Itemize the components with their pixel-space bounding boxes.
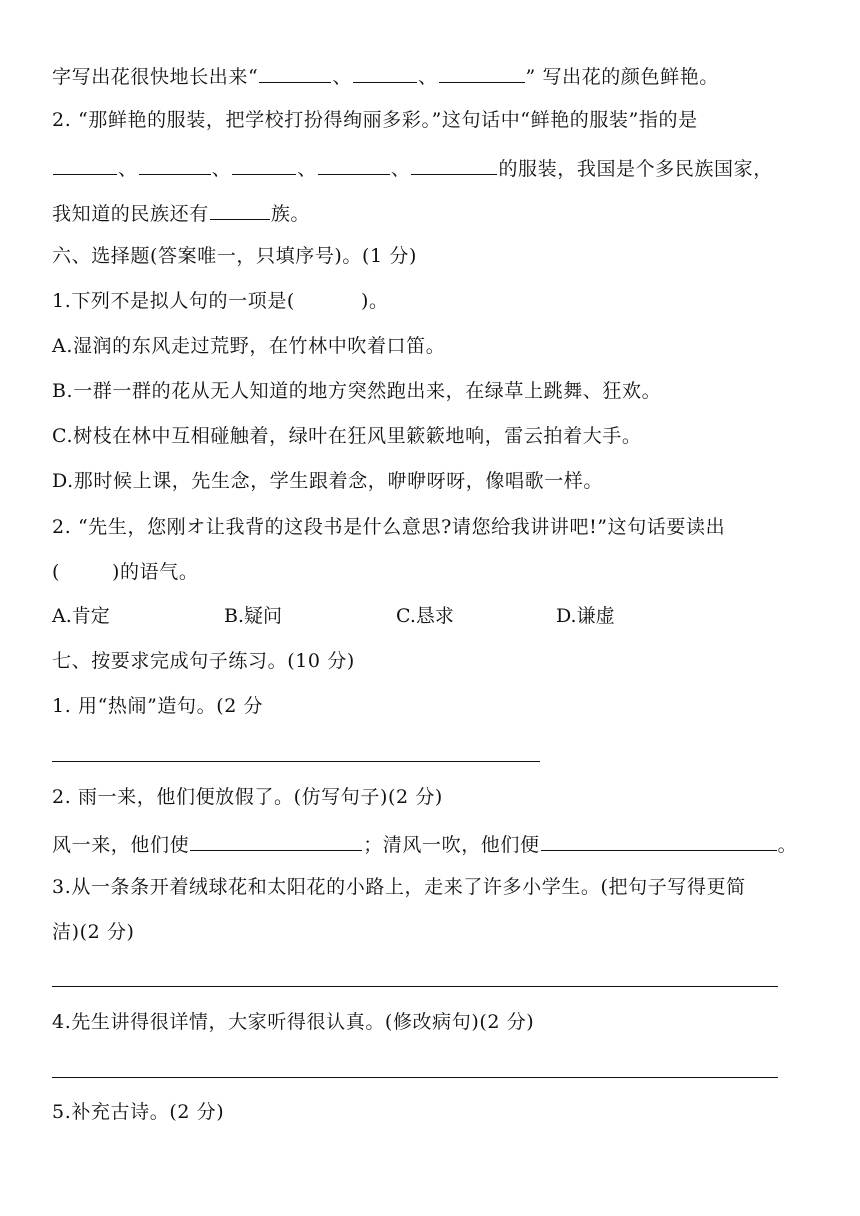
- sentence-question-1: 1. 用“热闹”造句。(2 分: [52, 695, 264, 717]
- sentence-question-3-cont: 洁)(2 分): [52, 921, 135, 943]
- section-title-6: 六、选择题(答案唯一，只填序号)。(1 分): [52, 245, 417, 267]
- answer-blank[interactable]: [439, 62, 525, 83]
- choice-question-2: 2. “先生，您刚オ让我背的这段书是什么意思?请您给我讲讲吧!”这句话要读出: [52, 516, 726, 538]
- answer-blank[interactable]: [53, 154, 117, 175]
- answer-line[interactable]: [52, 761, 540, 762]
- option-a: A.湿润的东风走过荒野，在竹林中吹着口笛。: [52, 335, 446, 357]
- answer-blank[interactable]: [232, 154, 296, 175]
- answer-blank[interactable]: [318, 154, 390, 175]
- sentence-question-4: 4.先生讲得很详情，大家听得很认真。(修改病句)(2 分): [52, 1011, 535, 1033]
- answer-blank[interactable]: [210, 199, 270, 220]
- answer-blank[interactable]: [353, 62, 417, 83]
- sentence-question-5: 5.补充古诗。(2 分): [52, 1101, 225, 1123]
- q2-option-b: B.疑问: [224, 605, 283, 627]
- answer-line[interactable]: [52, 986, 778, 987]
- sentence-question-3: 3.从一条条开着绒球花和太阳花的小路上，走来了许多小学生。(把句子写得更简: [52, 876, 746, 898]
- answer-line[interactable]: [52, 1077, 778, 1078]
- fill-line-costumes: 、 、 、 、 的服装，我国是个多民族国家，: [52, 154, 773, 181]
- answer-blank[interactable]: [259, 62, 331, 83]
- answer-blank[interactable]: [541, 830, 777, 851]
- fill-line-ethnic-groups: 我知道的民族还有 族。: [52, 199, 310, 226]
- q2-option-a: A.肯定: [52, 605, 110, 627]
- answer-blank[interactable]: [139, 154, 211, 175]
- answer-blank[interactable]: [411, 154, 497, 175]
- answer-blank[interactable]: [190, 830, 362, 851]
- option-c: C.树枝在林中互相碰触着，绿叶在狂风里簌簌地响，雷云拍着大手。: [52, 425, 642, 447]
- section-title-7: 七、按要求完成句子练习。(10 分): [52, 650, 355, 672]
- choice-question-1: 1.下列不是拟人句的一项是( )。: [52, 290, 389, 312]
- question-text: 2. “那鲜艳的服装，把学校打扮得绚丽多彩。”这句话中“鲜艳的服装”指的是: [52, 109, 698, 131]
- option-d: D.那时候上课，先生念，学生跟着念，咿咿呀呀，像唱歌一样。: [52, 470, 603, 492]
- sentence-question-2: 2. 雨一来，他们便放假了。(仿写句子)(2 分): [52, 786, 443, 808]
- q2-option-c: C.恳求: [396, 605, 454, 627]
- fill-line-flower-growth: 字写出花很快地长出来“ 、 、 ” 写出花的颜色鲜艳。: [52, 62, 719, 89]
- imitation-fill: 风一来，他们使 ；清风一吹，他们便 。: [52, 830, 797, 857]
- q2-option-d: D.谦虚: [556, 605, 615, 627]
- option-b: B.一群一群的花从无人知道的地方突然跑出来，在绿草上跳舞、狂欢。: [52, 380, 662, 402]
- choice-question-2-cont: ( )的语气。: [52, 561, 199, 583]
